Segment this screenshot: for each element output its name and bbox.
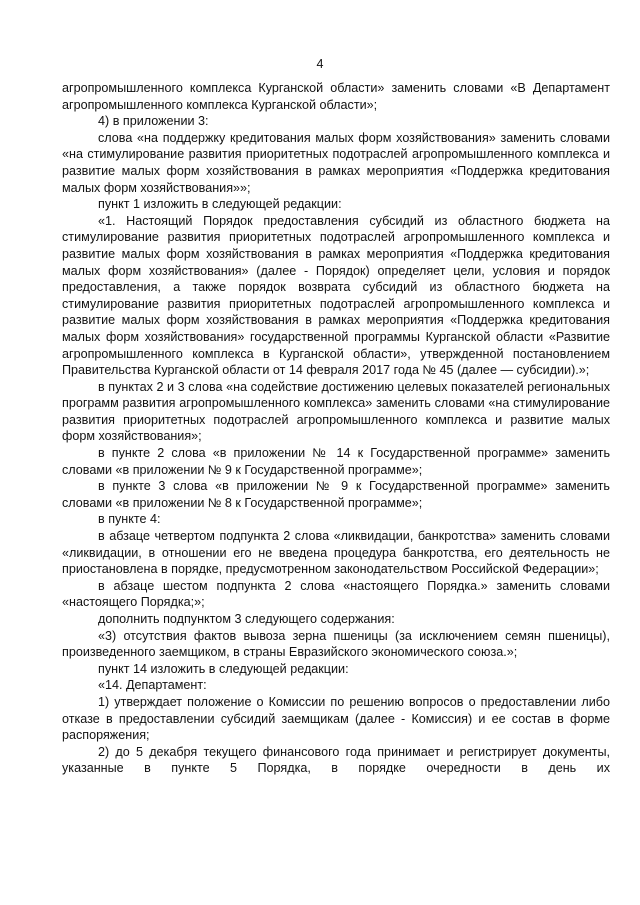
paragraph: в абзаце шестом подпункта 2 слова «настоящего Порядка.» заменить словами «настоящего Порядка;»; [62,578,610,610]
paragraph: в абзаце четвертом подпункта 2 слова «ликвидации, банкротства» заменить словами «ликвидации, в отношении его не введена процедура банкротства, его деятельность не приостановлена в порядке, предусмотренном законодательством Российской Федерации»; [62,529,610,577]
page-number: 4 [316,57,324,71]
paragraph: слова «на поддержку кредитования малых форм хозяйствования» заменить словами «на стимулирование развития приоритетных подотраслей агропромышленного комплекса и развитие малых форм хозяйствования в рамках мероприятия «Поддержка кредитования малых форм хозяйствования»»; [62,130,610,195]
paragraph: 1) утверждает положение о Комиссии по решению вопросов о предоставлении либо отказе в предоставлении субсидий заемщикам (далее - Комиссия) и ее состав в форме распоряжения; [62,694,610,743]
paragraph: «1. Настоящий Порядок предоставления субсидий из областного бюджета на стимулирование развития приоритетных подотраслей агропромышленного комплекса и развитие малых форм хозяйствования в рамках мероприятия «Поддержка кредитования малых форм хозяйствования» (далее - Порядок) определяет цели, условия и порядок предоставления, а также порядок возврата субсидий из областного бюджета на стимулирование развития приоритетных подотраслей агропромышленного комплекса и развитие малых форм хозяйствования в рамках мероприятия «Поддержка кредитования малых форм хозяйствования» государственной программы Курганской области «Развитие агропромышленного комплекса в Курганской области», утвержденной постановлением Правительства Курганской области от 14 февраля 2017 года № 45 (далее — субсидии).»; [62,213,610,378]
paragraph: пункт 1 изложить в следующей редакции: [98,197,342,212]
paragraph: в пункте 4: [98,512,161,527]
paragraph: в пунктах 2 и 3 слова «на содействие достижению целевых показателей региональных программ развития агропромышленного комплекса» заменить словами «на стимулирование развития приоритетных подотраслей агропромышленного комплекса и развитие малых форм хозяйствования»; [62,379,610,444]
paragraph: в пункте 3 слова «в приложении № 9 к Государственной программе» заменить словами «в приложении № 8 к Государственной программе»; [62,479,610,510]
paragraph: в пункте 2 слова «в приложении № 14 к Государственной программе» заменить словами «в приложении № 9 к Государственной программе»; [62,446,610,477]
paragraph: «14. Департамент: [98,678,207,693]
paragraph: дополнить подпунктом 3 следующего содержания: [98,612,395,626]
paragraph: «3) отсутствия фактов вывоза зерна пшеницы (за исключением семян пшеницы), произведенного заемщиком, в страны Евразийского экономического союза.»; [62,628,610,660]
paragraph: 2) до 5 декабря текущего финансового года принимает и регистрирует документы, указанные в пункте 5 Порядка, в порядке очередности в день их [62,744,610,776]
paragraph: агропромышленного комплекса Курганской области» заменить словами «В Департамент агропромышленного комплекса Курганской области»; [62,81,610,112]
document-body [62,80,610,777]
paragraph: 4) в приложении 3: [98,114,209,129]
paragraph: пункт 14 изложить в следующей редакции: [98,661,349,676]
